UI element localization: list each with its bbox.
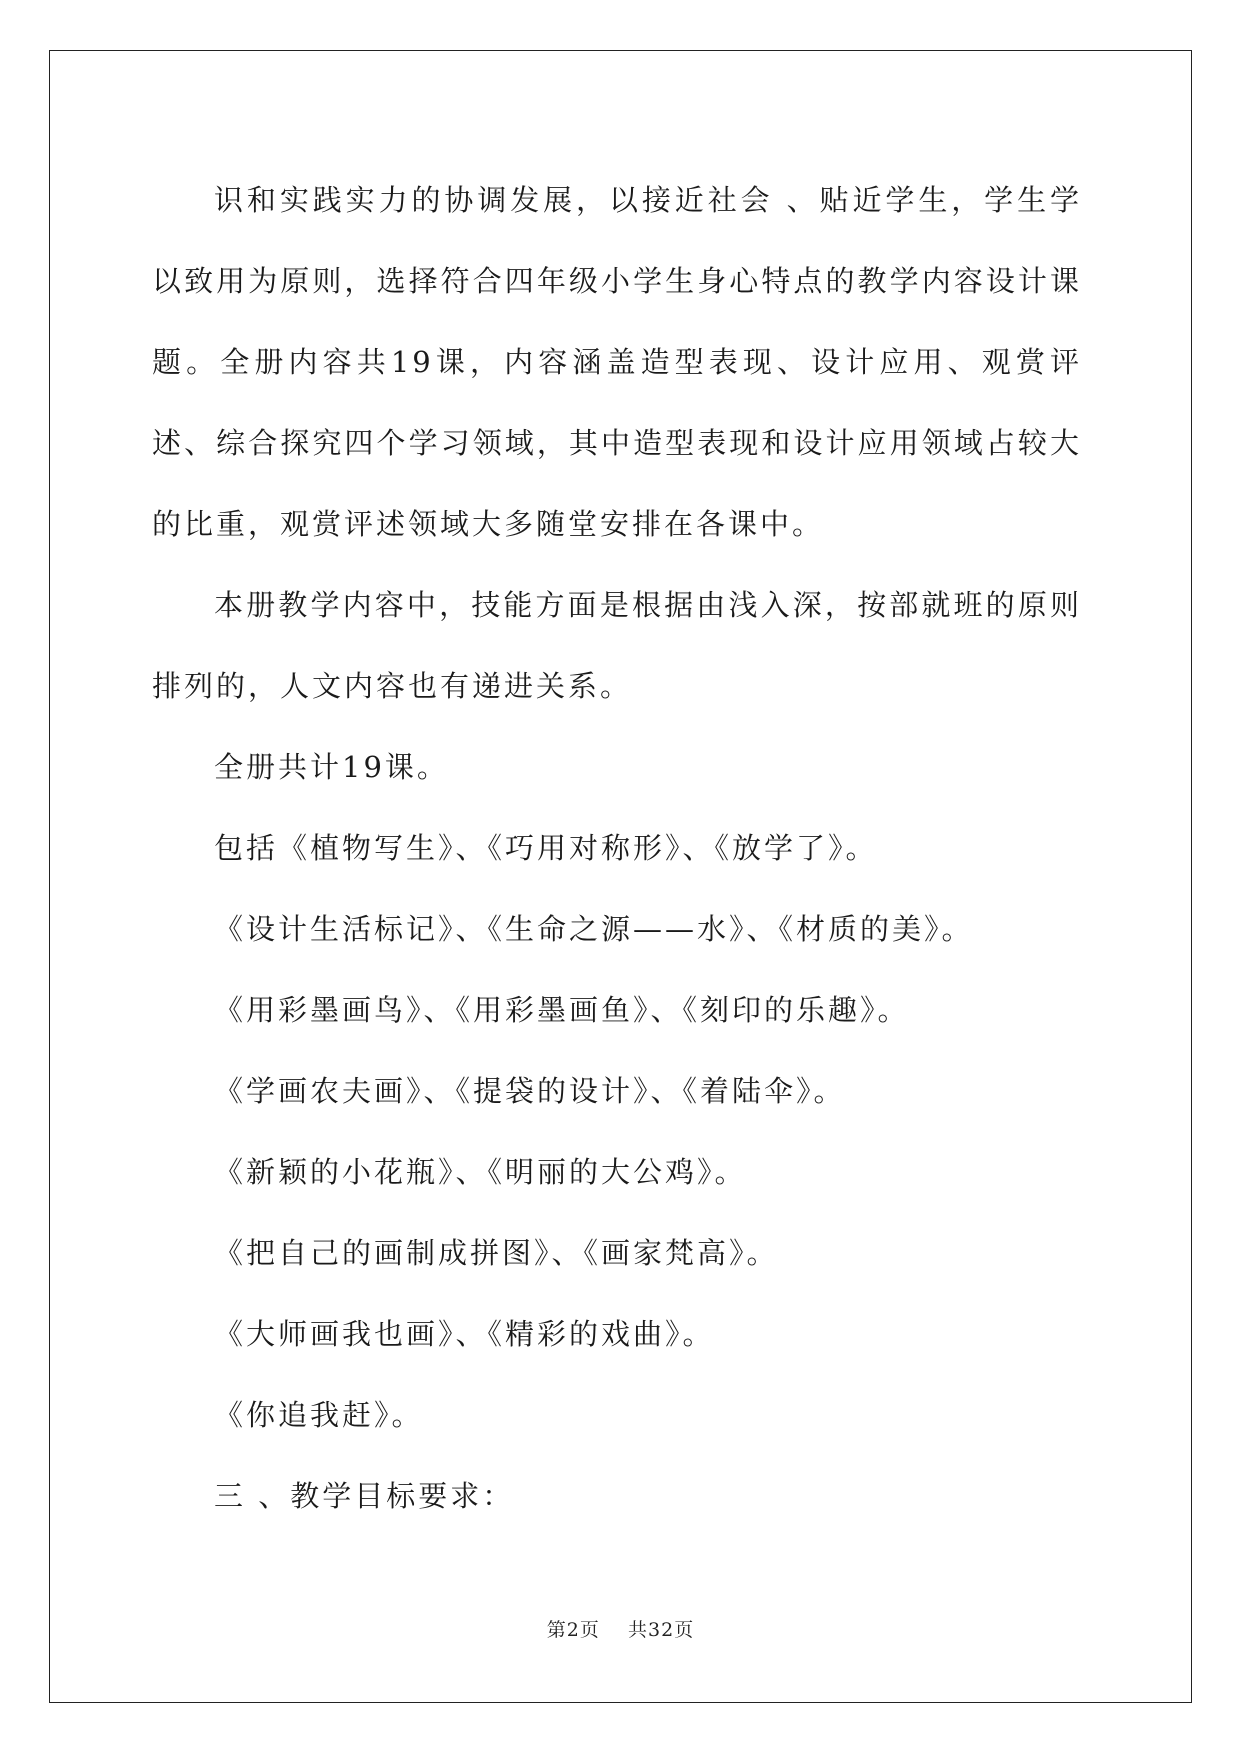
paragraph-11: 《你追我赶》。 xyxy=(214,1398,424,1432)
page-footer xyxy=(0,1615,1241,1642)
paragraph-1: 识和实践实力的协调发展，以接近社会 、贴近学生，学生学以致用为原则，选择符合四年级小学生身心特点的教学内容设计课题。全册内容共19课，内容涵盖造型表现、设计应用、观赏评述、综合探究四个学习领域，其中造型表现和设计应用领域占较大的比重，观赏评述领域大多随堂安排在各课中。 xyxy=(152,183,1082,541)
section-heading: 三 、教学目标要求： xyxy=(214,1479,515,1513)
paragraph-7: 《学画农夫画》、《提袋的设计》、《着陆伞》。 xyxy=(214,1074,846,1108)
paragraph-10: 《大师画我也画》、《精彩的戏曲》。 xyxy=(214,1317,715,1351)
page-number: 第2页 xyxy=(546,1619,600,1641)
paragraph-3: 全册共计19课。 xyxy=(214,750,449,784)
paragraph-5: 《设计生活标记》、《生命之源——水》、《材质的美》。 xyxy=(214,912,974,946)
document-body xyxy=(152,160,1082,1537)
paragraph-4: 包括《植物写生》、《巧用对称形》、《放学了》。 xyxy=(214,831,878,865)
page-total: 共32页 xyxy=(628,1619,695,1641)
paragraph-8: 《新颖的小花瓶》、《明丽的大公鸡》。 xyxy=(214,1155,747,1189)
paragraph-9: 《把自己的画制成拼图》、《画家梵高》。 xyxy=(214,1236,779,1270)
paragraph-2: 本册教学内容中，技能方面是根据由浅入深，按部就班的原则排列的，人文内容也有递进关系。 xyxy=(152,588,1082,703)
paragraph-6: 《用彩墨画鸟》、《用彩墨画鱼》、《刻印的乐趣》。 xyxy=(214,993,910,1027)
